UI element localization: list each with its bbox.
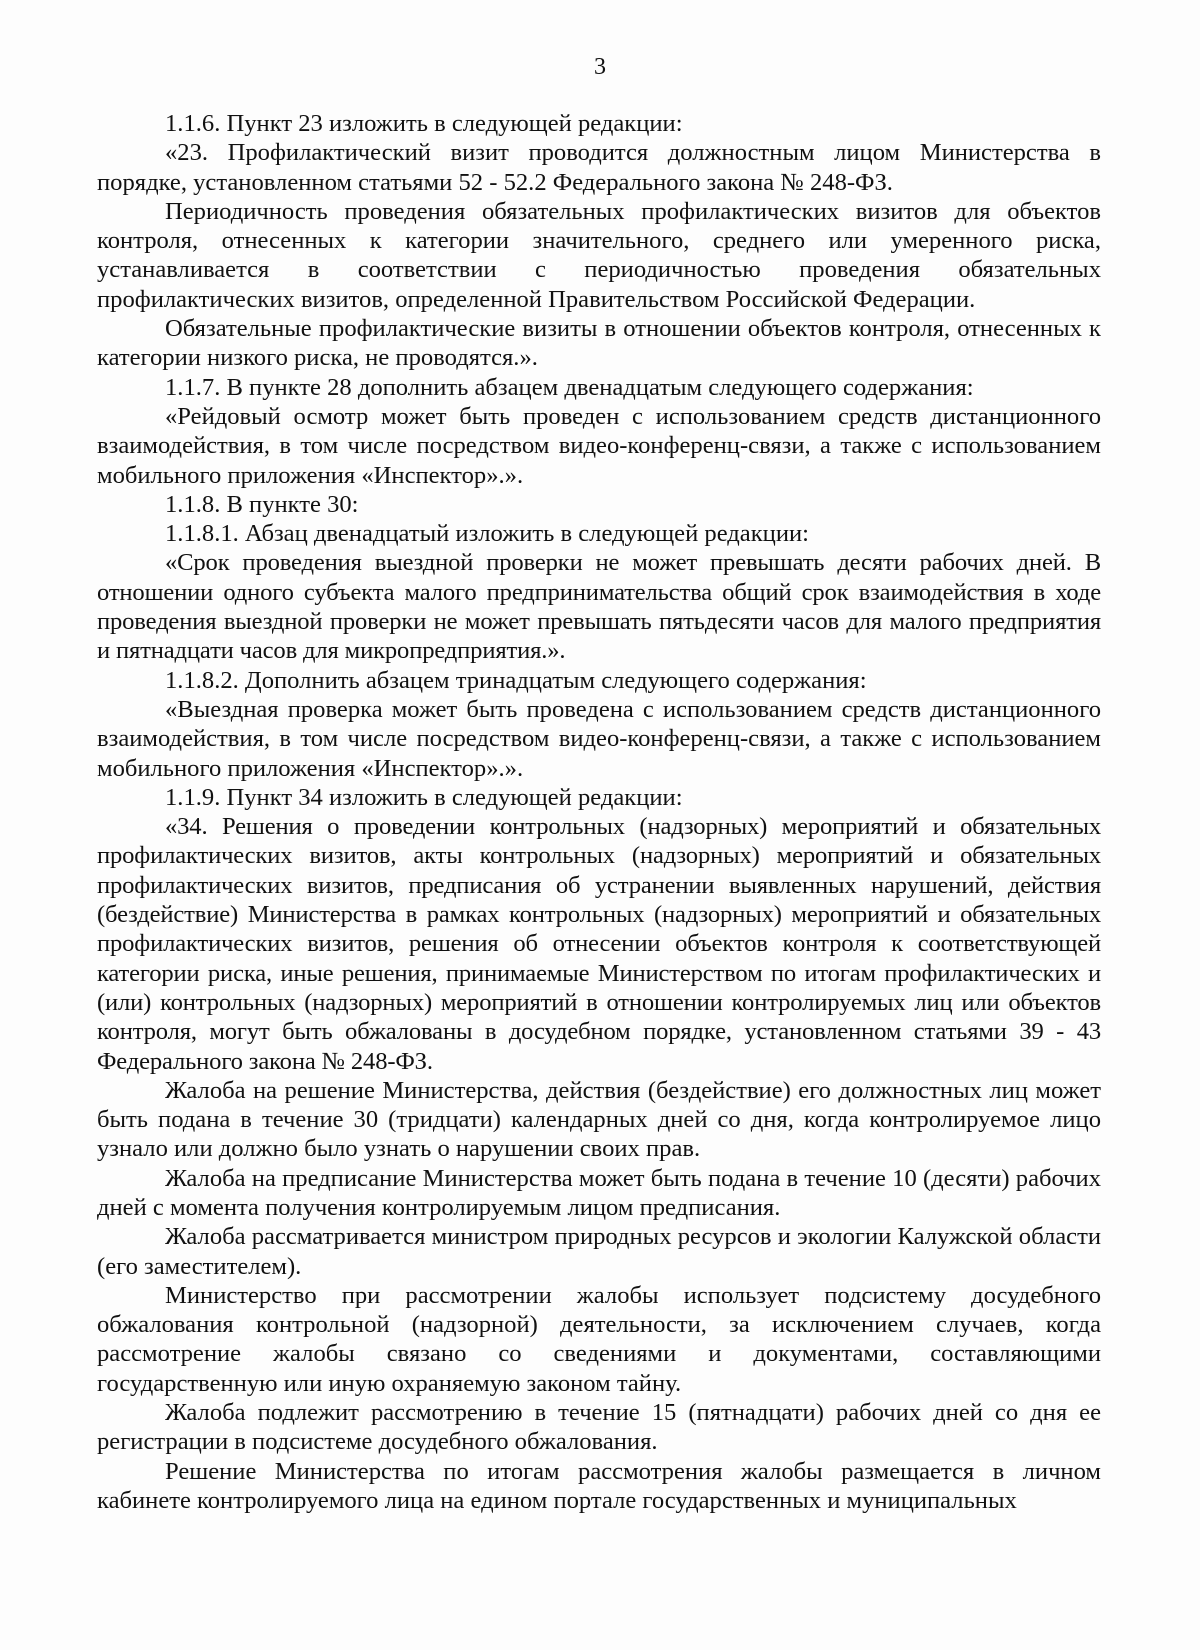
paragraph: 1.1.9. Пункт 34 изложить в следующей редакции: [165, 783, 683, 811]
paragraph: Жалоба подлежит рассмотрению в течение 15 (пятнадцати) рабочих дней со дня ее регистрации в подсистеме досудебного обжалования. [97, 1399, 1101, 1456]
paragraph: 1.1.8. В пункте 30: [165, 490, 359, 518]
paragraph: 1.1.6. Пункт 23 изложить в следующей редакции: [165, 110, 683, 137]
paragraph: 1.1.7. В пункте 28 дополнить абзацем двенадцатым следующего содержания: [165, 373, 974, 401]
paragraph: Периодичность проведения обязательных профилактических визитов для объектов контроля, отнесенных к категории значительного, среднего или умеренного риска, устанавливается в соответствии с периодичностью проведения обязательных профилактических визитов, определенной Правительством Российской Федерации. [97, 197, 1101, 313]
paragraph: Обязательные профилактические визиты в отношении объектов контроля, отнесенных к категории низкого риска, не проводятся.». [97, 315, 1101, 372]
paragraph: «Выездная проверка может быть проведена с использованием средств дистанционного взаимодействия, в том числе посредством видео-конференц-связи, а также с использованием мобильного приложения «Инспектор».». [97, 695, 1101, 782]
document-body [97, 109, 1101, 1515]
paragraph: 1.1.8.1. Абзац двенадцатый изложить в следующей редакции: [165, 520, 809, 548]
paragraph: «23. Профилактический визит проводится должностным лицом Министерства в порядке, установленном статьями 52 - 52.2 Федерального закона № 248-ФЗ. [97, 139, 1101, 196]
paragraph: Министерство при рассмотрении жалобы использует подсистему досудебного обжалования контрольной (надзорной) деятельности, за исключением случаев, когда рассмотрение жалобы связано со сведениями и документами, составляющими государственную или иную охраняемую законом тайну. [97, 1281, 1101, 1397]
page-number: 3 [594, 54, 606, 80]
paragraph: «Срок проведения выездной проверки не может превышать десяти рабочих дней. В отношении одного субъекта малого предпринимательства общий срок взаимодействия в ходе проведения выездной проверки не может превышать пятьдесяти часов для малого предприятия и пятнадцати часов для микропредприятия.». [97, 549, 1101, 665]
paragraph: Жалоба на предписание Министерства может быть подана в течение 10 (десяти) рабочих дней с момента получения контролируемым лицом предписания. [97, 1164, 1101, 1221]
paragraph: «Рейдовый осмотр может быть проведен с использованием средств дистанционного взаимодействия, в том числе посредством видео-конференц-связи, а также с использованием мобильного приложения «Инспектор».». [97, 402, 1101, 489]
paragraph: «34. Решения о проведении контрольных (надзорных) мероприятий и обязательных профилактических визитов, акты контрольных (надзорных) мероприятий и обязательных профилактических визитов, предписания об устранении выявленных нарушений, действия (бездействие) Министерства в рамках контрольных (надзорных) мероприятий и обязательных профилактических визитов, решения об отнесении объектов контроля к соответствующей категории риска, иные решения, принимаемые Министерством по итогам профилактических и (или) контрольных (надзорных) мероприятий в отношении контролируемых лиц или объектов контроля, могут быть обжалованы в досудебном порядке, установленном статьями 39 - 43 Федерального закона № 248-ФЗ. [97, 813, 1101, 1075]
paragraph: Жалоба на решение Министерства, действия (бездействие) его должностных лиц может быть подана в течение 30 (тридцати) календарных дней со дня, когда контролируемое лицо узнало или должно было узнать о нарушении своих прав. [97, 1076, 1101, 1163]
paragraph: 1.1.8.2. Дополнить абзацем тринадцатым следующего содержания: [165, 666, 867, 694]
paragraph: Решение Министерства по итогам рассмотрения жалобы размещается в личном кабинете контролируемого лица на едином портале государственных и муниципальных [97, 1457, 1101, 1514]
paragraph: Жалоба рассматривается министром природных ресурсов и экологии Калужской области (его заместителем). [97, 1223, 1101, 1280]
